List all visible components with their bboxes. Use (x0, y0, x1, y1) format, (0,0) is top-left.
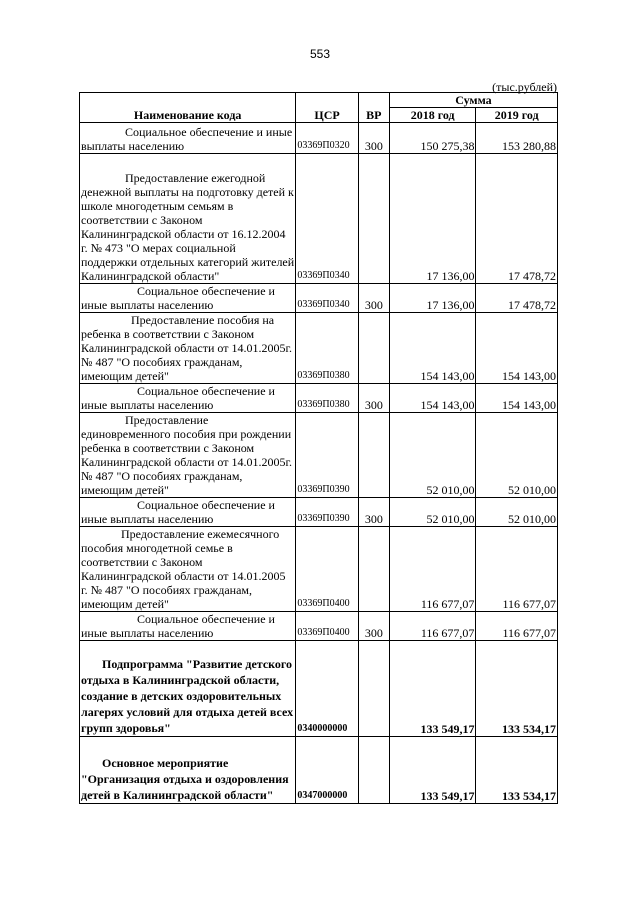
row-vr: 300 (358, 384, 389, 413)
row-2019: 154 143,00 (476, 384, 558, 413)
row-2018: 52 010,00 (389, 498, 476, 527)
row-2018: 116 677,07 (389, 612, 476, 641)
row-2018: 52 010,00 (389, 413, 476, 498)
row-2019: 153 280,88 (476, 123, 558, 154)
row-name (80, 641, 296, 737)
row-csr: 03369П0390 (296, 413, 358, 498)
row-name-text: Социальное обеспечение и иные выплаты населению (81, 384, 275, 412)
page-number: 553 (309, 47, 331, 61)
unit-label: (тыс.рублей) (492, 80, 557, 94)
table-row (80, 527, 558, 612)
row-csr: 03369П0400 (296, 527, 358, 612)
row-2018: 133 549,17 (389, 641, 476, 737)
row-vr: 300 (358, 612, 389, 641)
row-vr (358, 313, 389, 384)
row-csr: 0347000000 (296, 737, 358, 804)
row-name-text: Социальное обеспечение и иные выплаты населению (81, 284, 275, 312)
row-name (80, 123, 296, 154)
table-row (80, 313, 558, 384)
row-vr (358, 641, 389, 737)
row-vr: 300 (358, 284, 389, 313)
table-row (80, 154, 558, 284)
row-name (80, 154, 296, 284)
row-name-text: Предоставление единовременного пособия при рождении ребенка в соответствии с Законом Калининградской области от 14.01.2005г. № 487 "О пособиях гражданам, имеющим детей" (81, 413, 293, 497)
row-csr: 03369П0390 (296, 498, 358, 527)
row-name-text: Предоставление ежемесячного пособия многодетной семье в соответствии с Законом Калининградской области от 14.01.2005 г. № 487 "О пособиях гражданам, имеющим детей" (81, 527, 286, 611)
row-name-text: Социальное обеспечение и иные выплаты населению (81, 498, 275, 526)
row-csr: 03369П0340 (296, 284, 358, 313)
table-row (80, 612, 558, 641)
row-vr (358, 737, 389, 804)
row-2018: 154 143,00 (389, 313, 476, 384)
table-row (80, 413, 558, 498)
header-year-2019: 2019 год (476, 108, 558, 123)
row-name (80, 612, 296, 641)
row-2019: 133 534,17 (476, 737, 558, 804)
row-2019: 52 010,00 (476, 413, 558, 498)
row-name (80, 284, 296, 313)
row-2019: 116 677,07 (476, 612, 558, 641)
row-name-text: Предоставление ежегодной денежной выплаты на подготовку детей к школе многодетным семьям в соответствии с Законом Калининградской области от 16.12.2004 г. № 473 "О мерах социальной поддержки отдельных категорий жителей Калининградской области" (81, 171, 295, 283)
table-row (80, 737, 558, 804)
header-year-2018: 2018 год (389, 108, 476, 123)
header-sum: Сумма (389, 93, 557, 108)
table-row (80, 384, 558, 413)
budget-table (79, 92, 558, 804)
table-row (80, 123, 558, 154)
row-name (80, 413, 296, 498)
row-vr (358, 413, 389, 498)
row-csr: 03369П0400 (296, 612, 358, 641)
row-vr (358, 527, 389, 612)
row-2019: 116 677,07 (476, 527, 558, 612)
header-name: Наименование кода (80, 93, 296, 123)
header-row-1 (80, 93, 558, 108)
row-2019: 17 478,72 (476, 154, 558, 284)
row-vr (358, 154, 389, 284)
row-vr: 300 (358, 498, 389, 527)
row-name (80, 527, 296, 612)
row-name-text: Социальное обеспечение и иные выплаты населению (81, 125, 293, 153)
row-name-text: Предоставление пособия на ребенка в соответствии с Законом Калининградской области от 14.01.2005г. № 487 "О пособиях гражданам, имеющим детей" (81, 313, 293, 383)
table-row (80, 284, 558, 313)
header-csr: ЦСР (296, 93, 358, 123)
row-csr: 03369П0320 (296, 123, 358, 154)
row-name (80, 384, 296, 413)
table-row (80, 498, 558, 527)
row-2019: 17 478,72 (476, 284, 558, 313)
row-2018: 133 549,17 (389, 737, 476, 804)
row-csr: 03369П0380 (296, 313, 358, 384)
row-2018: 17 136,00 (389, 154, 476, 284)
row-name (80, 737, 296, 804)
row-2019: 154 143,00 (476, 313, 558, 384)
row-csr: 0340000000 (296, 641, 358, 737)
row-2018: 116 677,07 (389, 527, 476, 612)
row-2019: 52 010,00 (476, 498, 558, 527)
row-2018: 150 275,38 (389, 123, 476, 154)
row-name (80, 498, 296, 527)
table-row (80, 641, 558, 737)
row-2019: 133 534,17 (476, 641, 558, 737)
row-name-text: Подпрограмма "Развитие детского отдыха в Калининградской области, создание в детских оздоровительных лагерях условий для отдыха детей всех групп здоровья" (81, 657, 294, 735)
row-name-text: Основное мероприятие "Организация отдыха и оздоровления детей в Калининградской области" (81, 756, 289, 802)
row-2018: 154 143,00 (389, 384, 476, 413)
row-vr: 300 (358, 123, 389, 154)
row-name-text: Социальное обеспечение и иные выплаты населению (81, 612, 275, 640)
row-csr: 03369П0340 (296, 154, 358, 284)
row-name (80, 313, 296, 384)
row-2018: 17 136,00 (389, 284, 476, 313)
row-csr: 03369П0380 (296, 384, 358, 413)
header-vr: ВР (358, 93, 389, 123)
